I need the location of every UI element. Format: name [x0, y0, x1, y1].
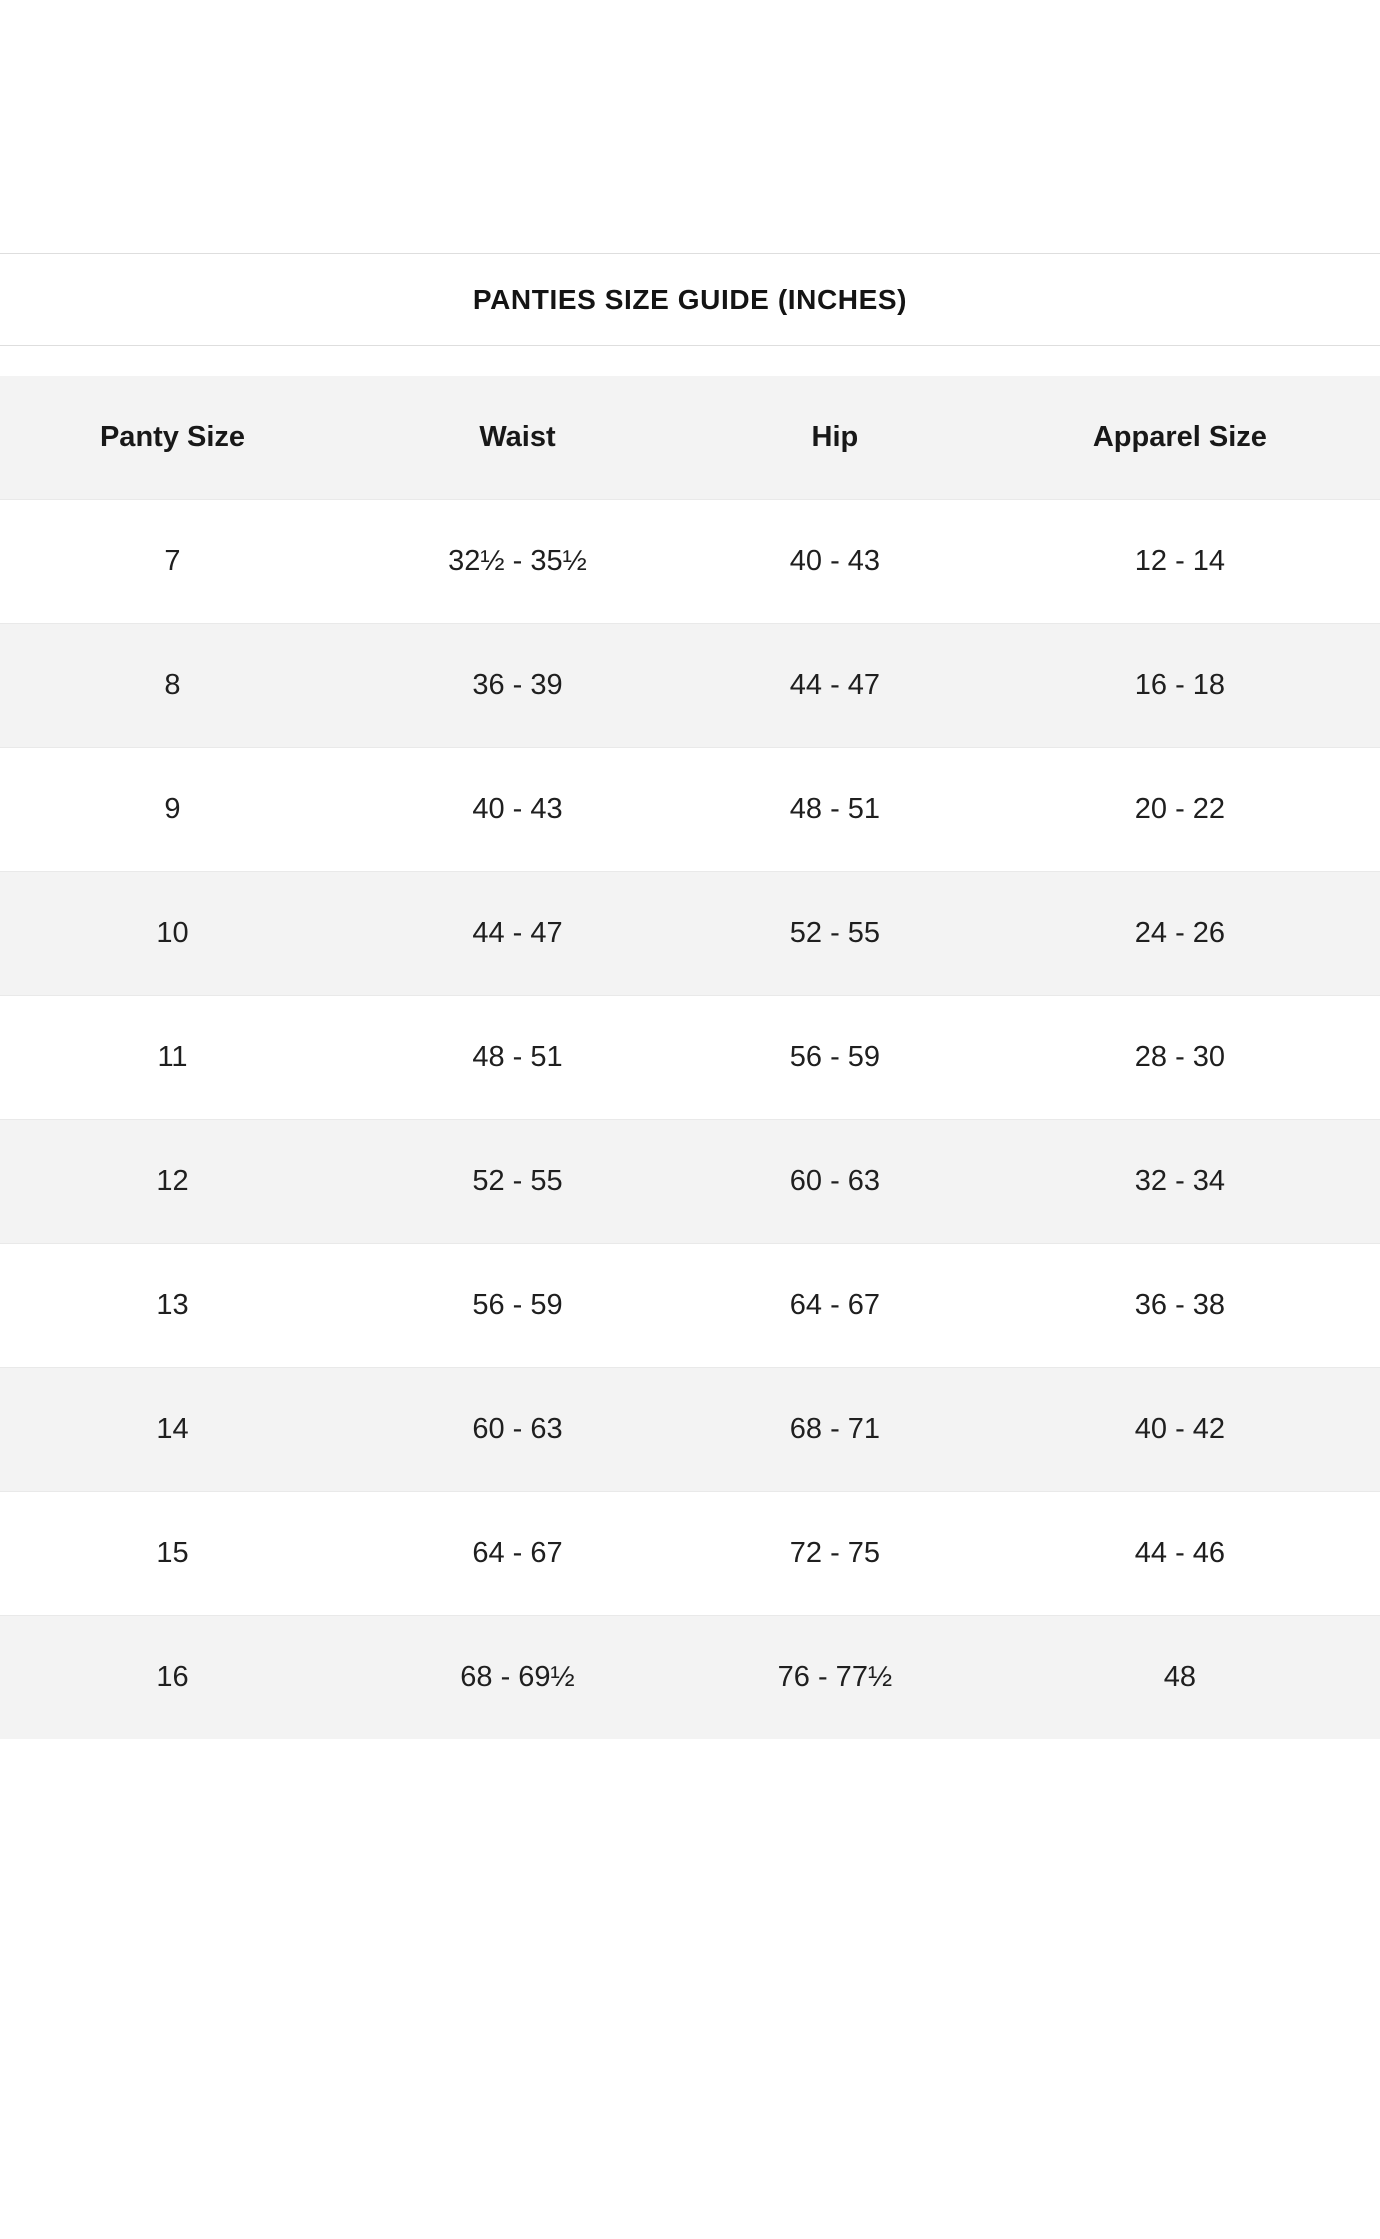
cell-waist: 68 - 69½: [460, 1661, 575, 1693]
cell-apparel-size: 40 - 42: [1134, 1413, 1226, 1445]
cell-hip: 48 - 51: [789, 793, 881, 825]
cell-apparel-size: 44 - 46: [1134, 1537, 1226, 1569]
cell-panty-size: 9: [164, 793, 181, 825]
cell-hip: 72 - 75: [789, 1537, 881, 1569]
cell-hip: 44 - 47: [789, 669, 881, 701]
cell-waist: 40 - 43: [472, 793, 563, 825]
spacer: [0, 346, 1380, 376]
cell-waist: 48 - 51: [472, 1041, 563, 1073]
cell-apparel-size: 28 - 30: [1134, 1041, 1226, 1073]
header-row: [0, 376, 1380, 500]
cell-panty-size: 15: [156, 1537, 189, 1569]
table-row: [0, 1492, 1380, 1616]
cell-waist: 56 - 59: [472, 1289, 563, 1321]
column-header-panty-size: Panty Size: [99, 421, 246, 453]
column-header-waist: Waist: [479, 421, 556, 453]
cell-hip: 56 - 59: [789, 1041, 881, 1073]
cell-panty-size: 11: [157, 1041, 188, 1073]
table-row: [0, 500, 1380, 624]
size-guide-table: [0, 376, 1380, 1739]
table-row: [0, 996, 1380, 1120]
cell-hip: 76 - 77½: [777, 1661, 893, 1693]
size-guide-title-bar: [0, 253, 1380, 346]
cell-panty-size: 7: [164, 545, 181, 577]
table-row: [0, 1120, 1380, 1244]
cell-hip: 60 - 63: [789, 1165, 881, 1197]
table-row: [0, 748, 1380, 872]
cell-apparel-size: 24 - 26: [1134, 917, 1226, 949]
cell-apparel-size: 16 - 18: [1134, 669, 1226, 701]
column-header-hip: Hip: [811, 421, 859, 453]
cell-waist: 36 - 39: [472, 669, 563, 701]
column-header-apparel-size: Apparel Size: [1092, 421, 1267, 453]
cell-apparel-size: 32 - 34: [1134, 1165, 1226, 1197]
cell-hip: 64 - 67: [789, 1289, 881, 1321]
cell-apparel-size: 36 - 38: [1134, 1289, 1226, 1321]
table-row: [0, 1244, 1380, 1368]
table-row: [0, 624, 1380, 748]
cell-panty-size: 14: [156, 1413, 189, 1445]
table-row: [0, 1616, 1380, 1740]
table-body: [0, 500, 1380, 1740]
cell-waist: 64 - 67: [472, 1537, 563, 1569]
table-row: [0, 872, 1380, 996]
cell-waist: 60 - 63: [472, 1413, 563, 1445]
cell-waist: 32½ - 35½: [448, 545, 587, 577]
cell-panty-size: 16: [156, 1661, 189, 1693]
table-row: [0, 1368, 1380, 1492]
cell-apparel-size: 48: [1163, 1661, 1197, 1693]
cell-hip: 68 - 71: [789, 1413, 881, 1445]
cell-panty-size: 8: [164, 669, 181, 701]
cell-panty-size: 12: [156, 1165, 189, 1197]
cell-panty-size: 13: [156, 1289, 189, 1321]
page-title: PANTIES SIZE GUIDE (INCHES): [472, 283, 908, 315]
cell-waist: 52 - 55: [472, 1165, 563, 1197]
table-header: [0, 376, 1380, 500]
cell-apparel-size: 12 - 14: [1134, 545, 1226, 577]
cell-apparel-size: 20 - 22: [1134, 793, 1226, 825]
cell-hip: 40 - 43: [789, 545, 881, 577]
cell-panty-size: 10: [156, 917, 189, 949]
cell-waist: 44 - 47: [472, 917, 563, 949]
cell-hip: 52 - 55: [789, 917, 881, 949]
